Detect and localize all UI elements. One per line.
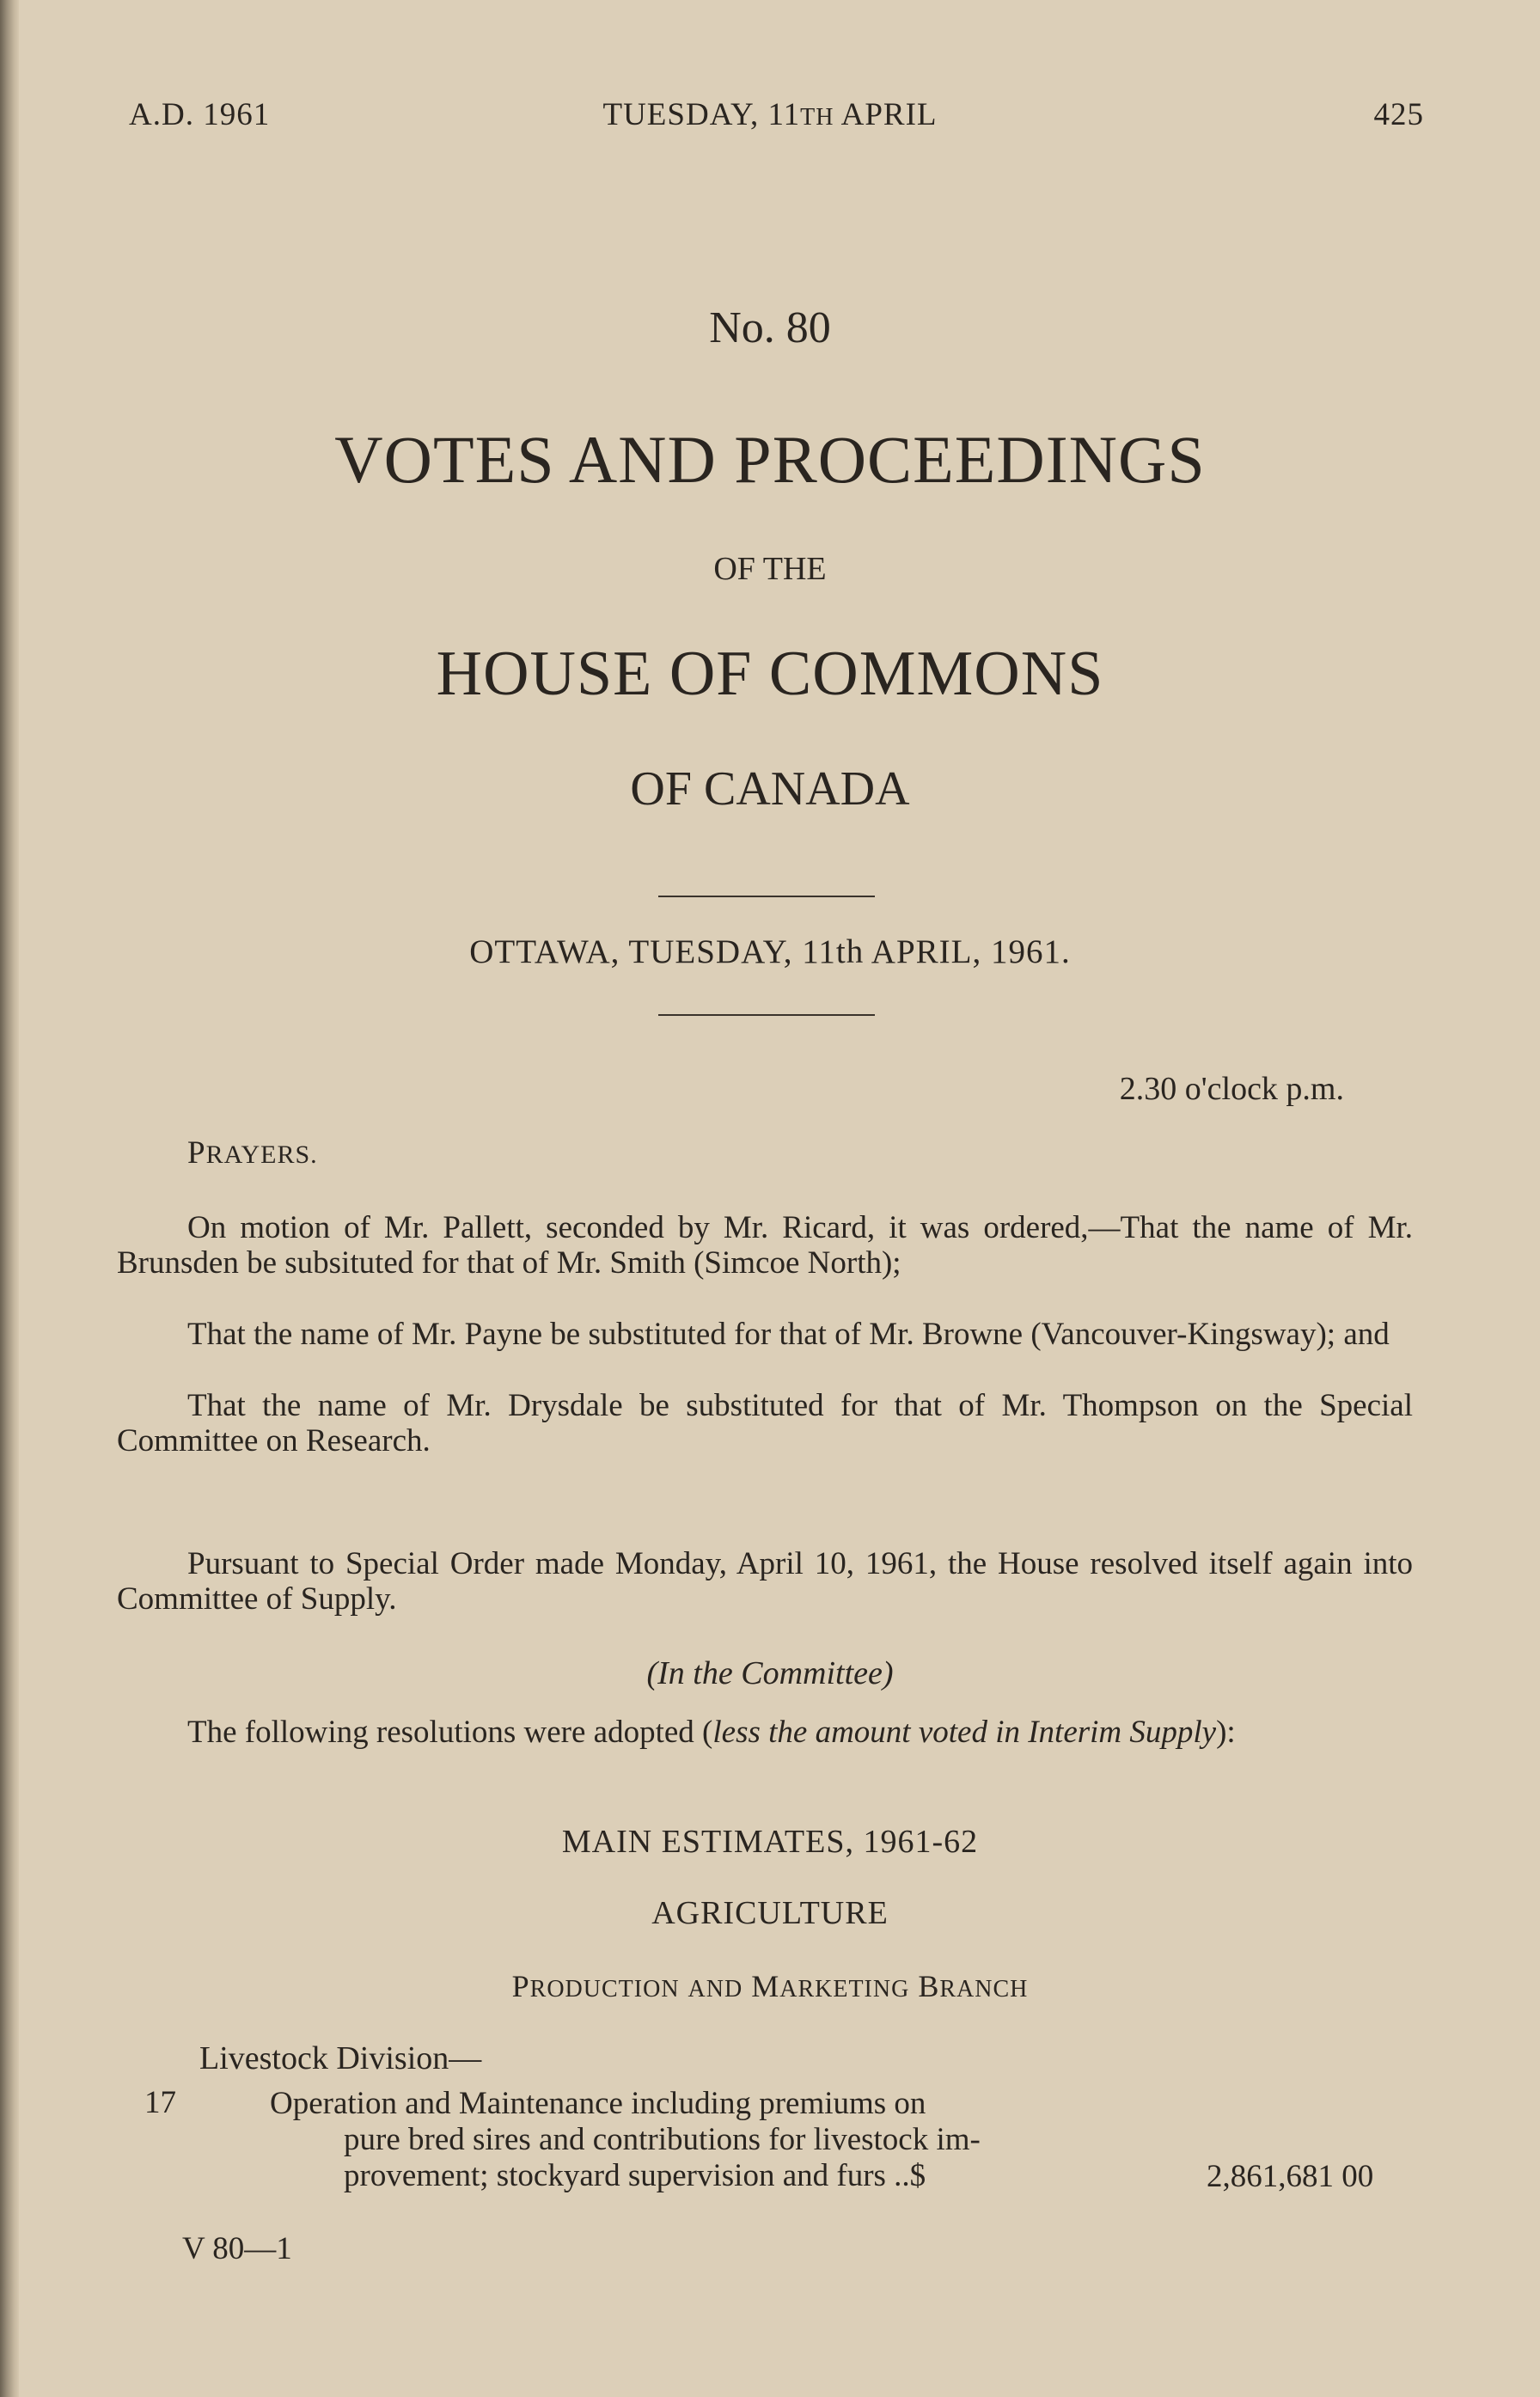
prayers-heading: PRAYERS. xyxy=(187,1135,318,1171)
dateline: OTTAWA, TUESDAY, 11th APRIL, 1961. xyxy=(469,933,1071,970)
branch-heading: PRODUCTION AND MARKETING BRANCH xyxy=(511,1969,1029,2003)
running-head-date: TUESDAY, 11TH APRIL xyxy=(602,97,938,132)
vote-amount: 2,861,681 00 xyxy=(1207,2159,1374,2194)
book-spine-shadow xyxy=(0,0,19,2397)
paragraph-substitution-drysdale: That the name of Mr. Drysdale be substituted for that of Mr. Thompson on the Special Committee on Research. xyxy=(117,1388,1413,1458)
page-title: VOTES AND PROCEEDINGS xyxy=(334,422,1206,497)
paragraph-substitution-payne: That the name of Mr. Payne be substituted for that of Mr. Browne (Vancouver-Kingsway); and xyxy=(187,1317,1390,1352)
issue-number: No. 80 xyxy=(709,303,831,352)
running-head-year: A.D. 1961 xyxy=(129,97,271,132)
title-of-the: OF THE xyxy=(713,551,827,587)
title-of-canada: OF CANADA xyxy=(630,762,910,816)
department-heading: AGRICULTURE xyxy=(651,1895,889,1931)
house-title: HOUSE OF COMMONS xyxy=(436,639,1104,709)
divider-top xyxy=(658,896,875,897)
paragraph-motion: On motion of Mr. Pallett, seconded by Mr. Ricard, it was ordered,—That the name of Mr. Brunsden be subsituted for that of Mr. Smith (Simcoe North); xyxy=(117,1210,1413,1281)
estimates-heading: MAIN ESTIMATES, 1961-62 xyxy=(561,1824,979,1860)
signature-mark: V 80—1 xyxy=(182,2231,292,2266)
divider-bottom xyxy=(658,1014,875,1016)
sitting-time: 2.30 o'clock p.m. xyxy=(1119,1071,1344,1107)
division-heading: Livestock Division— xyxy=(199,2040,482,2076)
vote-number: 17 xyxy=(144,2085,176,2120)
in-committee-heading: (In the Committee) xyxy=(646,1655,894,1691)
paragraph-committee-of-supply: Pursuant to Special Order made Monday, April 10, 1961, the House resolved itself again into Committee of Supply. xyxy=(117,1546,1413,1617)
vote-description: Operation and Maintenance including premiums on pure bred sires and contributions for livestock im- provement; stockyard supervision and furs ..$ xyxy=(270,2086,981,2193)
paragraph-resolutions: The following resolutions were adopted (less the amount voted in Interim Supply): xyxy=(187,1715,1236,1750)
page-number: 425 xyxy=(1373,97,1424,132)
